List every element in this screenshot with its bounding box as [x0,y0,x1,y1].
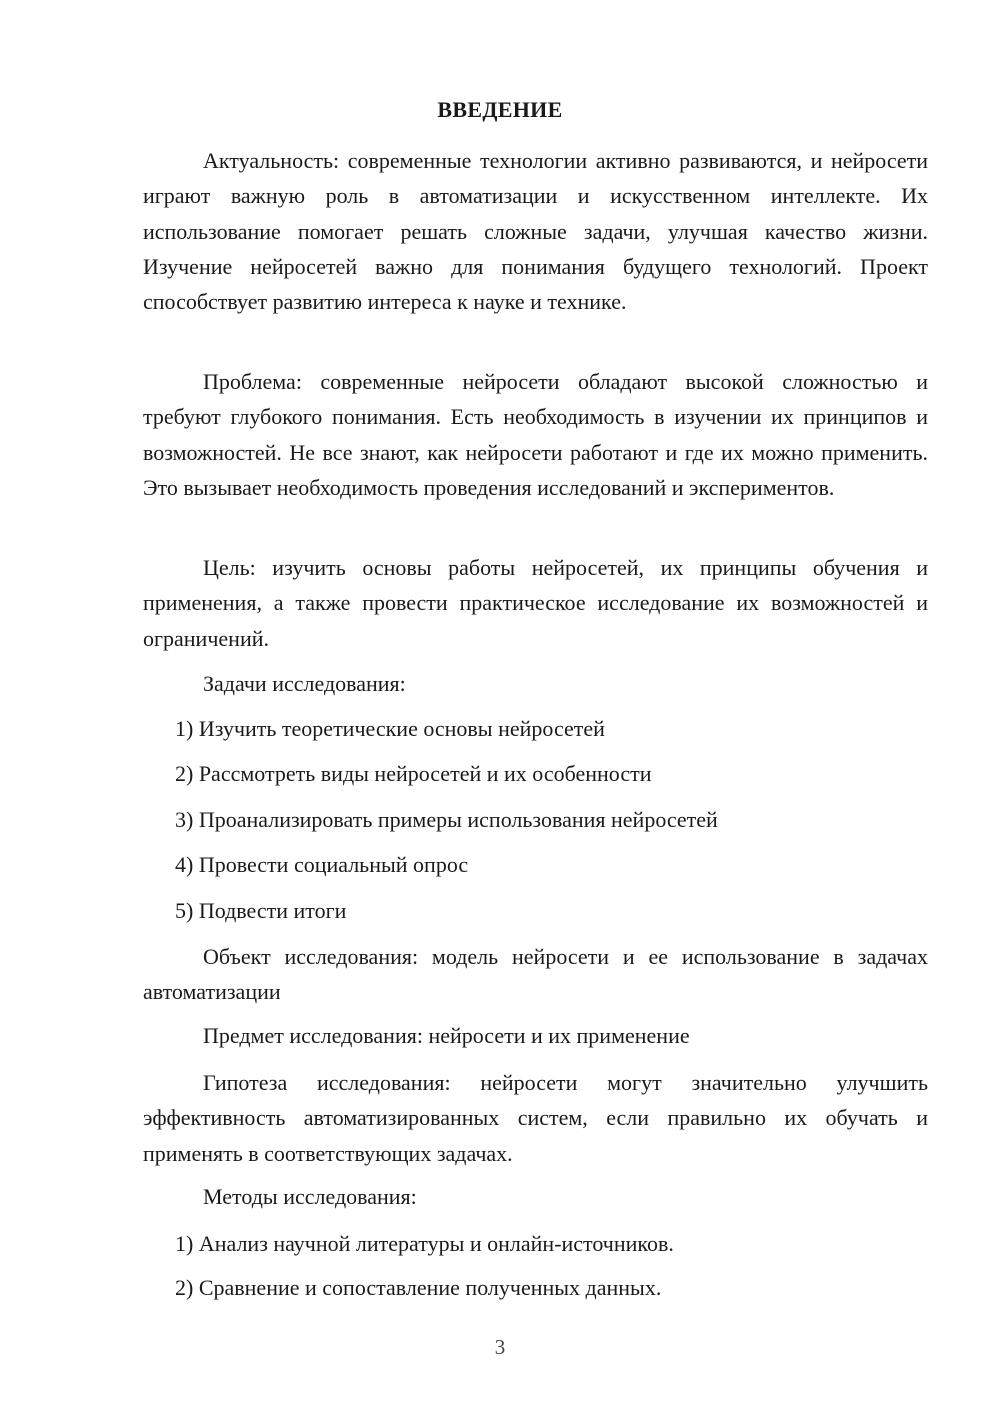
paragraph-relevance: Актуальность: современные технологии активно развиваются, и нейросети играют важную роль в автоматизации и искусственном интеллекте. Их использование помогает решать сложные задачи, улучшая качество жизни. Изучение нейросетей важно для понимания будущего технологий. Проект способствует развитию интереса к науке и технике. [143,148,928,315]
method-item-1: 1) Анализ научной литературы и онлайн-источников. [175,1231,674,1256]
paragraph-goal: Цель: изучить основы работы нейросетей, их принципы обучения и применения, а также провести практическое исследование их возможностей и ограничений. [143,555,928,651]
paragraph-subject: Предмет исследования: нейросети и их применение [203,1023,690,1048]
paragraph-problem: Проблема: современные нейросети обладают высокой сложностью и требуют глубокого понимания. Есть необходимость в изучении их принципов и возможностей. Не все знают, как нейросети работают и где их можно применить. Это вызывает необходимость проведения исследований и экспериментов. [143,369,928,500]
tasks-heading: Задачи исследования: [203,671,406,696]
page-number: 3 [494,1335,506,1359]
method-item-2: 2) Сравнение и сопоставление полученных данных. [175,1275,662,1300]
methods-heading: Методы исследования: [203,1184,417,1209]
task-item-4: 4) Провести социальный опрос [175,852,469,877]
paragraph-hypothesis: Гипотеза исследования: нейросети могут значительно улучшить эффективность автоматизированных систем, если правильно их обучать и применять в соответствующих задачах. [143,1070,928,1166]
task-item-3: 3) Проанализировать примеры использования нейросетей [175,807,718,832]
task-item-2: 2) Рассмотреть виды нейросетей и их особенности [175,761,652,786]
task-item-5: 5) Подвести итоги [175,898,347,923]
page-title: ВВЕДЕНИЕ [437,97,563,122]
task-item-1: 1) Изучить теоретические основы нейросетей [175,716,605,741]
paragraph-object: Объект исследования: модель нейросети и ее использование в задачах автоматизации [143,944,928,1005]
